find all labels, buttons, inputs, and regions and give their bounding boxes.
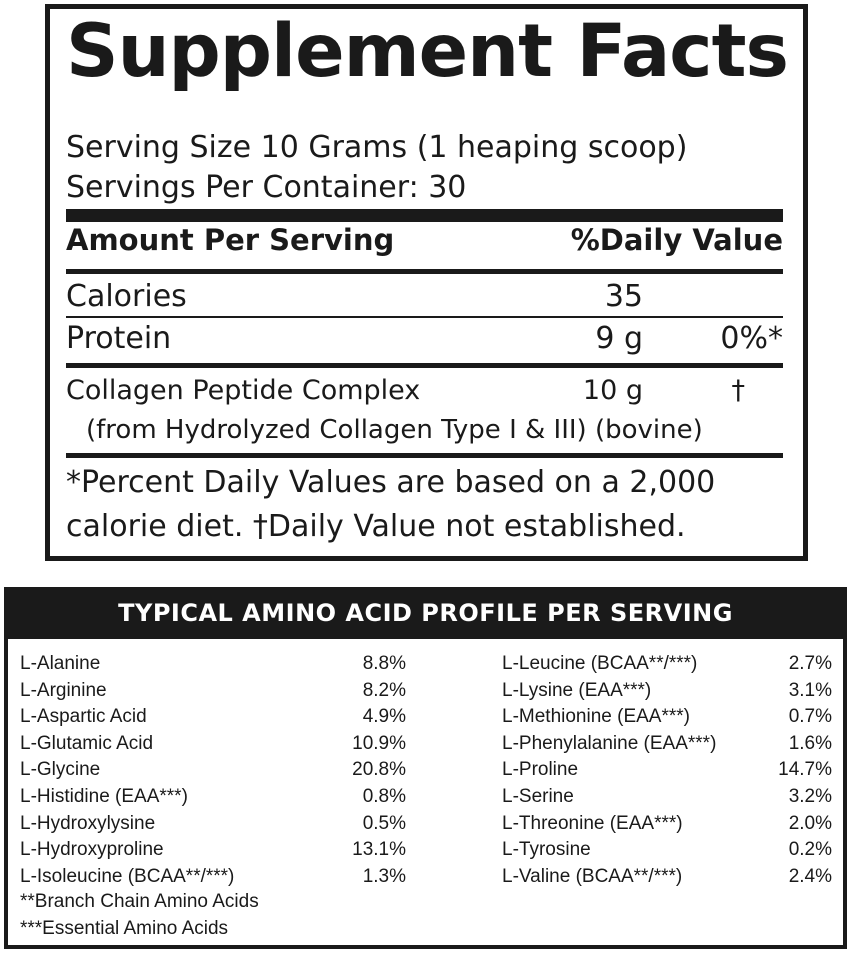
amino-name: L-Valine (BCAA**/***) — [502, 865, 683, 887]
amino-row — [20, 651, 406, 678]
amino-row — [502, 757, 832, 784]
amino-name: L-Arginine — [20, 679, 107, 701]
amino-percent: 13.1% — [352, 839, 406, 861]
amino-name: L-Isoleucine (BCAA**/***) — [20, 865, 235, 887]
amino-percent: 8.2% — [362, 679, 406, 701]
amino-name: L-Aspartic Acid — [20, 706, 147, 728]
amino-percent: 0.5% — [362, 812, 406, 834]
amino-row — [20, 678, 406, 705]
amino-title: TYPICAL AMINO ACID PROFILE PER SERVING — [118, 599, 733, 627]
amino-row — [20, 837, 406, 864]
amount-per-serving-header: Amount Per Serving — [66, 223, 395, 257]
amino-row — [20, 704, 406, 731]
amino-name: L-Threonine (EAA***) — [502, 812, 683, 834]
amino-percent: 0.8% — [362, 785, 406, 807]
amino-name: L-Glutamic Acid — [20, 732, 154, 754]
calories-amount: 35 — [604, 279, 643, 314]
header-divider — [66, 269, 783, 274]
amino-name: L-Leucine (BCAA**/***) — [502, 653, 698, 674]
protein-daily-value: 0%* — [720, 321, 783, 356]
facts-title: Supplement Facts — [66, 9, 788, 94]
footnote-line-1: *Percent Daily Values are based on a 2,000 — [66, 465, 716, 500]
amino-row — [502, 704, 832, 731]
amino-name: L-Proline — [502, 759, 579, 781]
amino-name: L-Methionine (EAA***) — [502, 706, 690, 728]
amino-row — [20, 784, 406, 811]
amino-left-column — [20, 651, 406, 890]
daily-value-header: %Daily Value — [570, 223, 783, 257]
collagen-source: (from Hydrolyzed Collagen Type I & III) (bovine) — [86, 415, 703, 445]
amino-percent: 1.6% — [788, 732, 832, 754]
amino-row — [20, 811, 406, 838]
amino-row — [20, 731, 406, 758]
amino-header-bar — [8, 591, 843, 639]
amino-row — [20, 864, 406, 891]
amino-percent: 0.2% — [788, 839, 832, 861]
amino-percent: 3.1% — [788, 679, 832, 701]
amino-percent: 1.3% — [362, 865, 406, 887]
calories-label: Calories — [66, 279, 187, 314]
thick-divider — [66, 209, 783, 222]
amino-name: L-Tyrosine — [502, 839, 591, 861]
collagen-amount: 10 g — [582, 375, 643, 406]
amino-row — [502, 731, 832, 758]
amino-percent: 20.8% — [352, 759, 406, 781]
amino-row — [502, 811, 832, 838]
amino-percent: 14.7% — [778, 759, 832, 781]
row-divider — [66, 363, 783, 368]
amino-row — [502, 837, 832, 864]
amino-name: L-Hydroxyproline — [20, 839, 164, 861]
row-divider — [66, 316, 783, 318]
amino-row — [502, 651, 832, 678]
footnote-line-2: calorie diet. †Daily Value not established. — [66, 509, 686, 544]
serving-size: Serving Size 10 Grams (1 heaping scoop) — [66, 130, 688, 165]
amino-name: L-Lysine (EAA***) — [502, 679, 652, 701]
collagen-label: Collagen Peptide Complex — [66, 375, 421, 406]
amino-percent: 10.9% — [352, 732, 406, 754]
protein-label: Protein — [66, 321, 172, 356]
amino-row — [502, 678, 832, 705]
amino-percent: 3.2% — [788, 785, 832, 807]
footnote-divider — [66, 453, 783, 458]
amino-percent: 4.9% — [362, 706, 406, 728]
amino-row — [20, 757, 406, 784]
amino-row — [502, 864, 832, 891]
amino-percent: 8.8% — [362, 653, 406, 674]
amino-name: L-Glycine — [20, 759, 101, 781]
amino-percent: 2.4% — [788, 865, 832, 887]
amino-right-column — [502, 651, 832, 890]
collagen-daily-value: † — [731, 375, 745, 406]
eaa-note: ***Essential Amino Acids — [20, 918, 229, 939]
amino-name: L-Histidine (EAA***) — [20, 785, 188, 807]
amino-name: L-Hydroxylysine — [20, 812, 156, 834]
amino-percent: 2.0% — [788, 812, 832, 834]
bcaa-note: **Branch Chain Amino Acids — [20, 891, 259, 912]
amino-name: L-Phenylalanine (EAA***) — [502, 732, 717, 754]
protein-amount: 9 g — [595, 321, 643, 356]
amino-row — [502, 784, 832, 811]
amino-name: L-Alanine — [20, 653, 101, 674]
servings-per-container: Servings Per Container: 30 — [66, 170, 467, 205]
amino-acid-profile — [4, 587, 847, 949]
amino-name: L-Serine — [502, 785, 574, 807]
amino-percent: 0.7% — [788, 706, 832, 728]
supplement-facts-panel — [45, 4, 808, 561]
amino-percent: 2.7% — [788, 653, 832, 674]
